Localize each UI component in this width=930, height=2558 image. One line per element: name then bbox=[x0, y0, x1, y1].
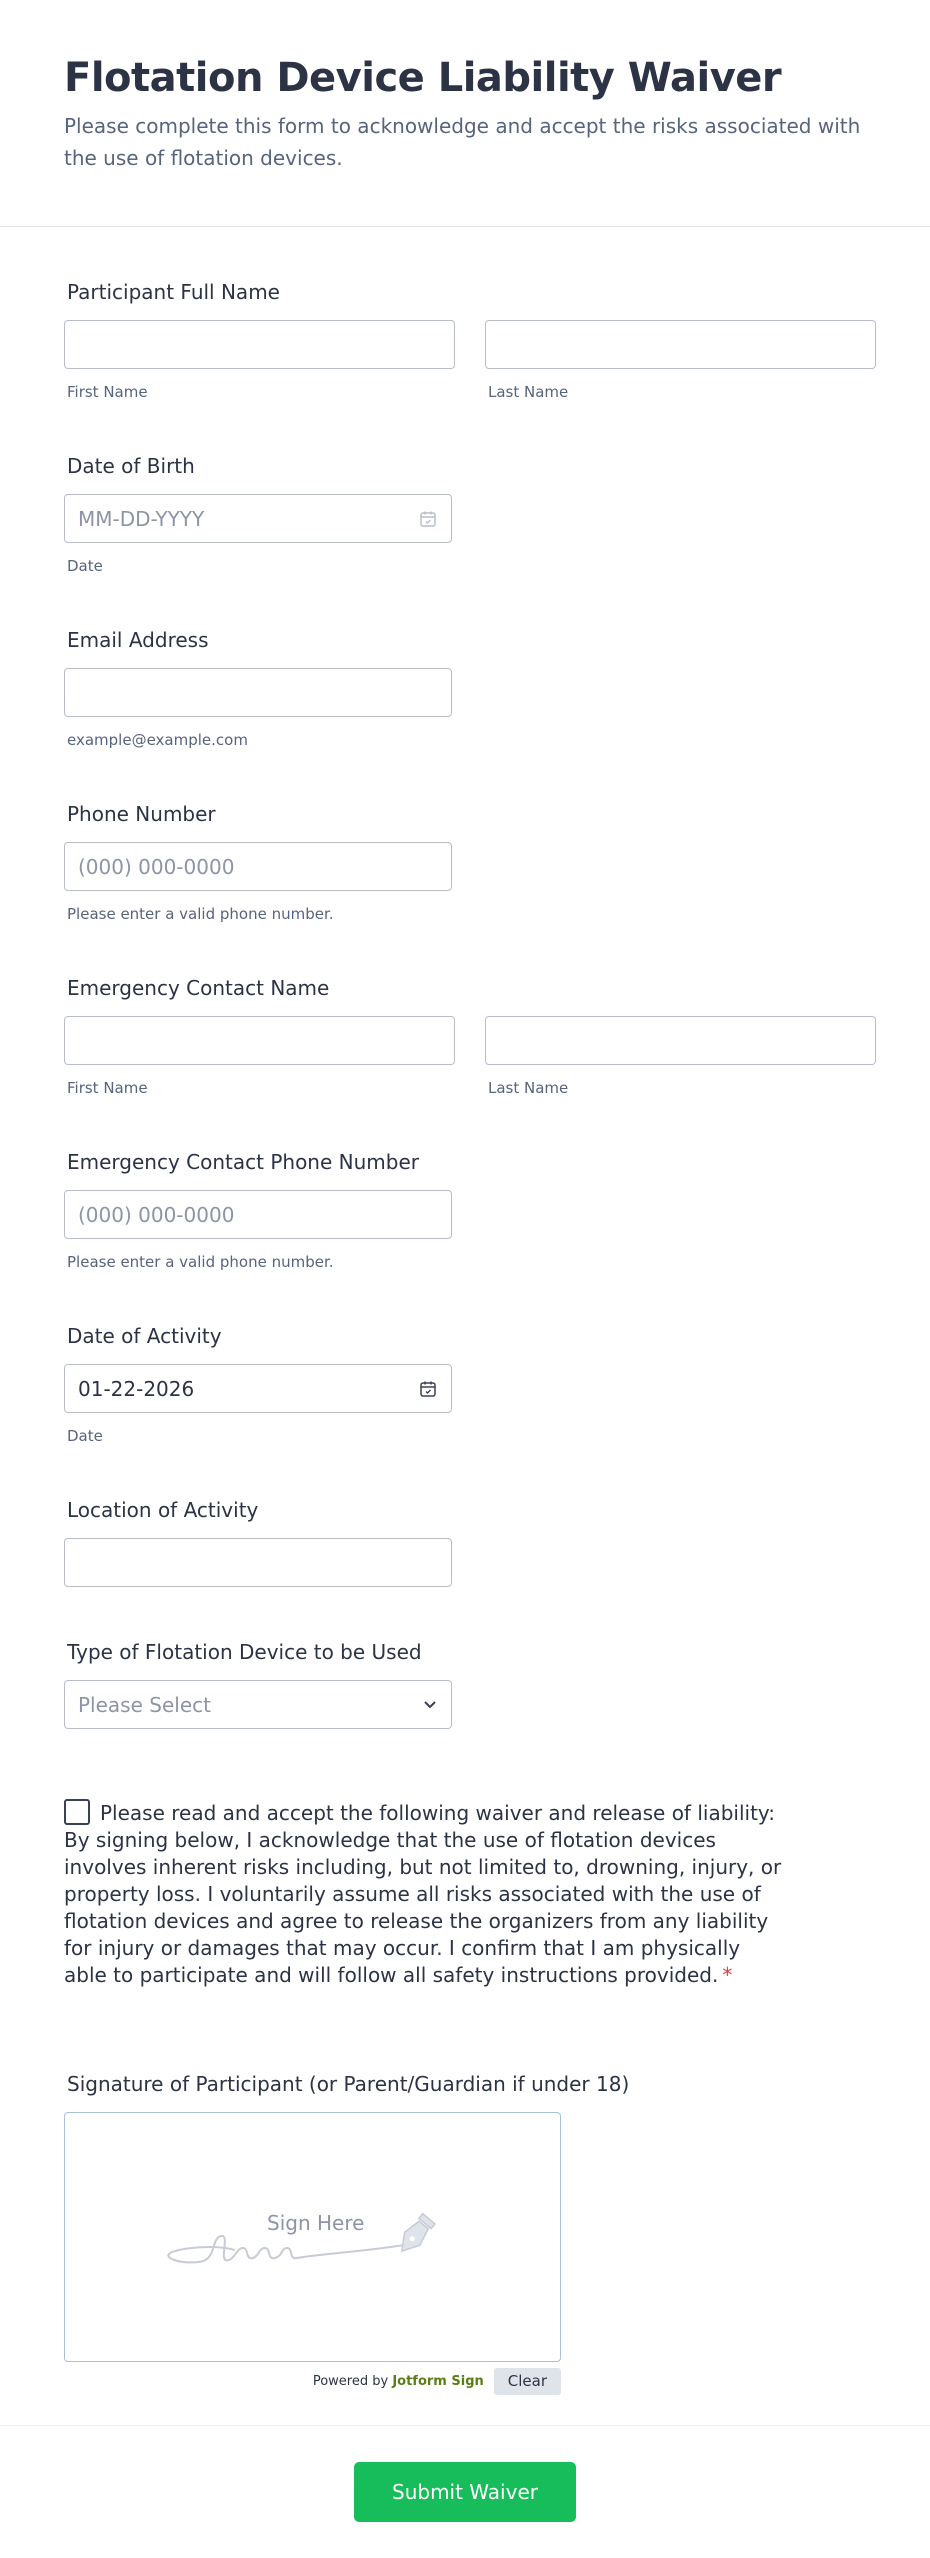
field-label: Emergency Contact Phone Number bbox=[67, 1150, 419, 1174]
location-input[interactable] bbox=[64, 1538, 452, 1587]
phone-placeholder: (000) 000-0000 bbox=[78, 854, 235, 879]
page-title: Flotation Device Liability Waiver bbox=[64, 55, 782, 101]
email-input[interactable] bbox=[64, 668, 452, 717]
activity-date-input[interactable] bbox=[64, 1364, 452, 1413]
phone-input[interactable] bbox=[64, 842, 452, 891]
page-description: Please complete this form to acknowledge and accept the risks associated with the use of flotation devices. bbox=[64, 114, 861, 170]
location-field bbox=[64, 1445, 866, 1587]
waiver-form bbox=[0, 227, 930, 2395]
form-footer bbox=[0, 2425, 930, 2558]
phone-placeholder: (000) 000-0000 bbox=[78, 1202, 235, 1227]
emergency-contact-name-field bbox=[64, 923, 866, 1097]
calendar-icon[interactable] bbox=[419, 1380, 437, 1398]
date-placeholder: MM-DD-YYYY bbox=[78, 506, 205, 531]
form-header bbox=[0, 0, 930, 227]
field-label: Location of Activity bbox=[67, 1498, 259, 1522]
device-type-select[interactable] bbox=[64, 1680, 452, 1729]
field-label: Type of Flotation Device to be Used bbox=[67, 1640, 422, 1664]
sublabel: Date bbox=[67, 1427, 103, 1445]
sublabel: First Name bbox=[67, 383, 148, 401]
signature-pad[interactable] bbox=[64, 2112, 561, 2362]
date-of-birth-field bbox=[64, 401, 866, 575]
clear-signature-button[interactable]: Clear bbox=[494, 2368, 561, 2395]
device-type-field bbox=[64, 1587, 866, 1729]
powered-brand[interactable]: Jotform Sign bbox=[392, 2374, 484, 2389]
email-field bbox=[64, 575, 866, 749]
emergency-phone-input[interactable] bbox=[64, 1190, 452, 1239]
submit-button[interactable]: Submit Waiver bbox=[354, 2462, 576, 2522]
sublabel: Please enter a valid phone number. bbox=[67, 1253, 334, 1271]
emergency-last-name-input[interactable] bbox=[485, 1016, 876, 1065]
sublabel: Last Name bbox=[488, 1079, 569, 1097]
activity-date-field bbox=[64, 1271, 866, 1445]
participant-first-name-input[interactable] bbox=[64, 320, 455, 369]
waiver-checkbox[interactable] bbox=[64, 1799, 90, 1825]
field-label: Email Address bbox=[67, 628, 209, 652]
participant-last-name-input[interactable] bbox=[485, 320, 876, 369]
sublabel: example@example.com bbox=[67, 731, 248, 749]
sublabel: Date bbox=[67, 557, 103, 575]
waiver-acceptance bbox=[64, 1799, 784, 1989]
sublabel: First Name bbox=[67, 1079, 148, 1097]
required-mark: * bbox=[722, 1963, 733, 1987]
calendar-icon[interactable] bbox=[419, 510, 437, 528]
activity-date-value: 01-22-2026 bbox=[78, 1376, 195, 1401]
field-label: Date of Activity bbox=[67, 1324, 222, 1348]
date-of-birth-input[interactable] bbox=[64, 494, 452, 543]
field-label: Signature of Participant (or Parent/Guardian if under 18) bbox=[67, 2072, 630, 2096]
powered-by bbox=[313, 2374, 484, 2389]
field-label: Emergency Contact Name bbox=[67, 976, 330, 1000]
signature-field bbox=[64, 1989, 866, 2395]
select-placeholder: Please Select bbox=[78, 1692, 211, 1717]
waiver-text: Please read and accept the following waiver and release of liability: By signing below, I acknowledge that the use of flotation devices involves inherent risks including, but not limited to, drowning, injury, or property loss. I voluntarily assume all risks associated with the use of flotation devices and agree to release the organizers from any liability for injury or damages that may occur. I confirm that I am physically able to participate and will follow all safety instructions provided. bbox=[64, 1801, 782, 1987]
field-label: Participant Full Name bbox=[67, 280, 280, 304]
emergency-phone-field bbox=[64, 1097, 866, 1271]
participant-name-field bbox=[64, 227, 866, 401]
signature-hint: Sign Here bbox=[267, 2211, 365, 2235]
sublabel: Last Name bbox=[488, 383, 569, 401]
phone-field bbox=[64, 749, 866, 923]
sublabel: Please enter a valid phone number. bbox=[67, 905, 334, 923]
powered-prefix: Powered by bbox=[312, 2374, 389, 2389]
chevron-down-icon bbox=[423, 1700, 437, 1710]
emergency-first-name-input[interactable] bbox=[64, 1016, 455, 1065]
field-label: Date of Birth bbox=[67, 454, 195, 478]
field-label: Phone Number bbox=[67, 802, 216, 826]
